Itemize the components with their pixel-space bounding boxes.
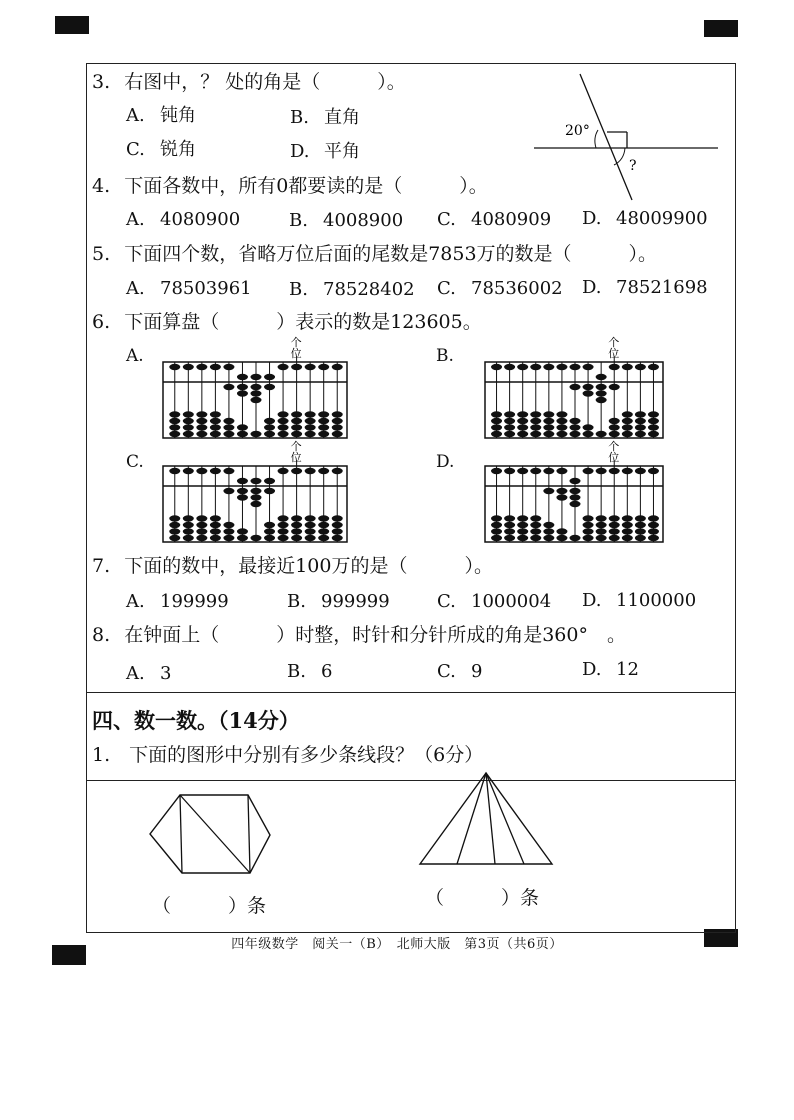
option-6a[interactable]: A.	[126, 346, 144, 366]
option-7a[interactable]: A. 199999	[126, 591, 229, 612]
option-3b[interactable]: B. 直角	[290, 107, 360, 128]
option-3a[interactable]: A. 钝角	[126, 105, 196, 126]
option-3d[interactable]: D. 平角	[290, 141, 360, 162]
option-7c[interactable]: C. 1000004	[437, 591, 552, 612]
svg-text:个: 个	[290, 440, 302, 453]
answer-blank-left[interactable]: （ ）条	[152, 895, 267, 917]
page-footer: 四年级数学 阅关一（B） 北师大版 第3页（共6页）	[231, 937, 563, 952]
svg-text:个: 个	[608, 440, 620, 453]
answer-blank-right[interactable]: （ ）条	[425, 887, 540, 909]
question-number: 4.	[92, 175, 111, 197]
angle-20-label: 20°	[565, 123, 590, 139]
question-number: 7.	[92, 555, 111, 577]
option-6d[interactable]: D.	[436, 452, 455, 472]
option-6c[interactable]: C.	[126, 452, 144, 472]
option-7d[interactable]: D. 1100000	[582, 590, 697, 611]
question-text: 下面算盘（ ）表示的数是123605。	[124, 311, 482, 333]
option-5d[interactable]: D. 78521698	[582, 277, 708, 298]
option-4c[interactable]: C. 4080909	[437, 209, 552, 230]
question-number: 3.	[92, 71, 111, 93]
section-4-question-1: 1. 下面的图形中分别有多少条线段？（6分）	[92, 744, 484, 766]
option-7b[interactable]: B. 999999	[287, 591, 390, 612]
question-number: 5.	[92, 243, 111, 265]
unknown-angle-label: ?	[629, 158, 637, 174]
option-5c[interactable]: C. 78536002	[437, 278, 563, 299]
svg-text:位: 位	[608, 347, 620, 360]
option-3c[interactable]: C. 锐角	[126, 139, 196, 160]
question-text: 右图中，？ 处的角是（ ）。	[124, 71, 406, 93]
option-4d[interactable]: D. 48009900	[582, 208, 708, 229]
option-4a[interactable]: A. 4080900	[126, 209, 241, 230]
question-text: 下面的数中，最接近100万的是（ ）。	[124, 555, 493, 577]
option-8c[interactable]: C. 9	[437, 661, 483, 682]
option-4b[interactable]: B. 4008900	[289, 210, 404, 231]
section-4-title: 四、数一数。（14分）	[92, 708, 300, 733]
option-8b[interactable]: B. 6	[287, 661, 333, 682]
option-5a[interactable]: A. 78503961	[126, 278, 252, 299]
svg-text:位: 位	[608, 451, 620, 464]
question-number: 8.	[92, 624, 111, 646]
question-text: 在钟面上（ ）时整，时针和分针所成的角是360° 。	[124, 624, 626, 646]
svg-text:位: 位	[290, 451, 302, 464]
svg-text:个: 个	[608, 336, 620, 349]
option-8d[interactable]: D. 12	[582, 659, 639, 680]
svg-text:位: 位	[290, 347, 302, 360]
option-5b[interactable]: B. 78528402	[289, 279, 415, 300]
question-text: 下面四个数，省略万位后面的尾数是7853万的数是（ ）。	[124, 243, 658, 265]
question-number: 6.	[92, 311, 111, 333]
option-8a[interactable]: A. 3	[126, 663, 172, 684]
question-text: 下面各数中，所有0都要读的是（ ）。	[124, 175, 488, 197]
option-6b[interactable]: B.	[436, 346, 454, 366]
svg-text:个: 个	[290, 336, 302, 349]
